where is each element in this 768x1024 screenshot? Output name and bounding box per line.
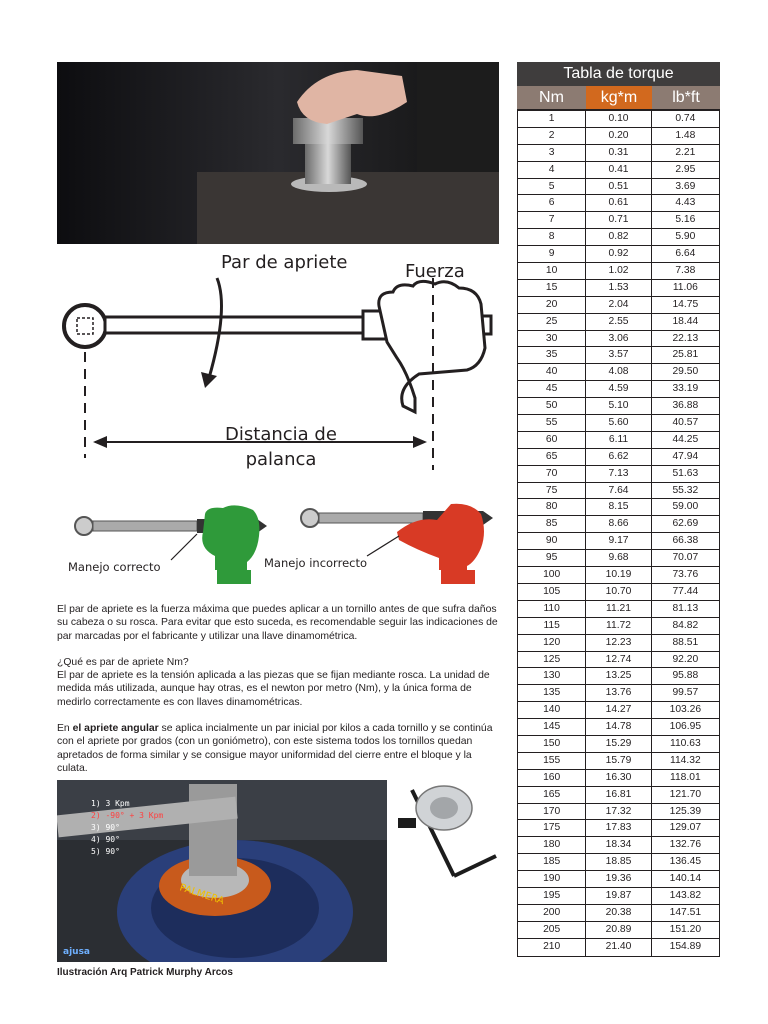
cell-nm: 70 [518,466,586,482]
table-row [518,668,719,685]
cell-kgm: 1.02 [586,263,651,279]
cell-kgm: 4.59 [586,381,651,397]
cell-lbft: 1.48 [675,129,696,141]
cell-nm: 195 [518,888,586,904]
cell-kgm: 15.29 [586,736,651,752]
cell-kgm: 6.62 [586,449,651,465]
table-row [518,516,719,533]
definition-paragraph [57,656,503,709]
cell-nm: 90 [518,533,586,549]
angular-term: el apriete angular [72,723,159,735]
table-row [518,888,719,905]
cell-nm: 110 [518,601,586,617]
correct-hand-icon [202,505,259,570]
cell-nm: 4 [518,162,586,178]
cell-nm: 205 [518,922,586,938]
table-row [518,922,719,939]
table-row [518,601,719,618]
image-caption: Ilustración Arq Patrick Murphy Arcos [57,967,233,978]
force-label: Fuerza [405,261,465,282]
distance-label-1: Distancia de [225,424,337,445]
cell-kgm: 10.19 [586,567,651,583]
cell-kgm: 1.53 [586,280,651,296]
cell-nm: 8 [518,229,586,245]
angle-gauge-icon [392,780,500,884]
table-row [518,195,719,212]
question-line: ¿Qué es par de apriete Nm? [57,656,189,668]
cell-nm: 85 [518,516,586,532]
cell-lbft: 5.90 [675,231,696,243]
cell-lbft: 62.69 [672,518,699,530]
header-nm: Nm [539,89,564,106]
cell-lbft: 118.01 [669,771,701,783]
cell-lbft: 88.51 [672,636,699,648]
table-row [518,871,719,888]
cell-lbft: 143.82 [669,889,702,901]
ajusa-logo: ajusa [63,947,90,957]
header-lbft: lb*ft [672,89,700,106]
cell-nm: 190 [518,871,586,887]
cell-kgm: 12.74 [586,652,651,668]
cell-nm: 30 [518,331,586,347]
table-row [518,162,719,179]
wrench-handle [105,317,363,333]
table-header [517,86,720,109]
cell-nm: 130 [518,668,586,684]
cell-nm: 165 [518,787,586,803]
table-row [518,297,719,314]
table-row [518,719,719,736]
table-row [518,449,719,466]
cell-nm: 180 [518,837,586,853]
table-row [518,905,719,922]
cell-lbft: 95.88 [672,670,699,682]
cell-nm: 35 [518,347,586,363]
cell-lbft: 77.44 [672,585,699,597]
cell-kgm: 0.82 [586,229,651,245]
cell-nm: 105 [518,584,586,600]
cell-nm: 145 [518,719,586,735]
cell-lbft: 70.07 [672,552,699,564]
cell-kgm: 12.23 [586,635,651,651]
cell-kgm: 18.34 [586,837,651,853]
cell-kgm: 7.64 [586,483,651,499]
angular-tightening-photo [57,780,387,962]
cell-kgm: 6.11 [586,432,651,448]
table-row [518,702,719,719]
table-row [518,770,719,787]
table-row [518,787,719,804]
cell-kgm: 0.10 [586,111,651,127]
step-4: 4) 90° [91,835,120,844]
cell-kgm: 2.04 [586,297,651,313]
header-kgm: kg*m [586,86,652,109]
cell-lbft: 33.19 [672,383,699,395]
cell-nm: 65 [518,449,586,465]
cell-lbft: 154.89 [669,940,702,952]
cell-lbft: 14.75 [672,298,699,310]
cell-lbft: 29.50 [672,366,699,378]
cell-kgm: 19.36 [586,871,651,887]
table-row [518,939,719,956]
cell-kgm: 5.60 [586,415,651,431]
table-row [518,635,719,652]
cell-kgm: 8.15 [586,499,651,515]
distance-label-2: palanca [245,449,317,470]
table-row [518,415,719,432]
cell-kgm: 17.32 [586,804,651,820]
gauge-brand: PALMERA [178,882,226,908]
cell-nm: 120 [518,635,586,651]
cell-lbft: 11.06 [672,281,698,293]
cell-kgm: 2.55 [586,314,651,330]
cell-kgm: 3.06 [586,331,651,347]
cell-lbft: 114.32 [669,754,701,766]
cell-nm: 50 [518,398,586,414]
correct-label: Manejo correcto [68,560,161,574]
cell-nm: 60 [518,432,586,448]
table-row [518,381,719,398]
cell-kgm: 0.61 [586,195,651,211]
cell-kgm: 10.70 [586,584,651,600]
table-row [518,179,719,196]
cell-lbft: 40.57 [672,417,699,429]
cell-lbft: 55.32 [672,484,699,496]
cell-kgm: 20.89 [586,922,651,938]
cell-kgm: 7.13 [586,466,651,482]
cell-kgm: 19.87 [586,888,651,904]
cell-kgm: 14.78 [586,719,651,735]
table-row [518,364,719,381]
table-row [518,111,719,128]
table-row [518,753,719,770]
table-row [518,736,719,753]
cell-lbft: 4.43 [675,197,696,209]
table-row [518,145,719,162]
torque-lever-diagram [57,248,499,476]
table-row [518,618,719,635]
cell-kgm: 4.08 [586,364,651,380]
cell-kgm: 0.41 [586,162,651,178]
angular-prefix: En [57,723,73,735]
cell-lbft: 106.95 [669,721,702,733]
cell-nm: 80 [518,499,586,515]
table-row [518,550,719,567]
cell-nm: 2 [518,128,586,144]
cell-lbft: 81.13 [672,602,699,614]
fist-icon [379,281,485,412]
cell-nm: 150 [518,736,586,752]
cell-nm: 20 [518,297,586,313]
cell-kgm: 9.17 [586,533,651,549]
cell-kgm: 0.31 [586,145,651,161]
cell-nm: 95 [518,550,586,566]
cell-nm: 5 [518,179,586,195]
table-row [518,280,719,297]
cell-lbft: 103.26 [669,704,702,716]
cell-kgm: 13.25 [586,668,651,684]
cell-lbft: 84.82 [672,619,699,631]
wrench-head [64,305,106,347]
cell-kgm: 16.30 [586,770,651,786]
step-2: 2) -90° + 3 Kpm [91,811,164,820]
cell-nm: 175 [518,820,586,836]
cell-nm: 185 [518,854,586,870]
cell-lbft: 47.94 [672,450,699,462]
cell-nm: 160 [518,770,586,786]
incorrect-label: Manejo incorrecto [264,556,368,570]
cell-lbft: 140.14 [669,873,702,885]
cell-lbft: 51.63 [672,467,699,479]
handling-diagram [57,492,499,592]
step-1: 1) 3 Kpm [91,799,130,808]
cell-lbft: 59.00 [672,501,699,513]
cell-nm: 140 [518,702,586,718]
cell-kgm: 5.10 [586,398,651,414]
cell-lbft: 22.13 [672,332,699,344]
cell-lbft: 2.95 [675,163,696,175]
cell-lbft: 147.51 [669,906,702,918]
table-row [518,432,719,449]
cell-kgm: 11.21 [586,601,651,617]
intro-paragraph: El par de apriete es la fuerza máxima que puedes aplicar a un tornillo antes de que sufra daños su cabeza o su rosca. Para evitar que esto suceda, es recomendable seguir las indicaciones de par marcadas por el fabricante y utilizar una llave dinamométrica. [57,604,498,642]
angular-rest: se aplica incialmente un par inicial por kilos a cada tornillo y se continúa con el apriete por grados (con un goniómetro), con este sistema todos los tornillos quedan apretados de forma similar y se consigue mayor uniformidad del cierre entre el bloque y la culata. [57,723,493,774]
cell-lbft: 7.38 [675,265,696,277]
table-row [518,263,719,280]
cell-nm: 6 [518,195,586,211]
table-body [517,109,720,957]
cell-lbft: 129.07 [669,822,702,834]
torque-label: Par de apriete [221,252,348,273]
table-row [518,652,719,669]
cell-nm: 155 [518,753,586,769]
table-row [518,314,719,331]
cell-nm: 9 [518,246,586,262]
article-text [57,603,503,788]
step-5: 5) 90° [91,847,120,856]
table-row [518,466,719,483]
cell-nm: 115 [518,618,586,634]
cell-kgm: 13.76 [586,685,651,701]
cell-lbft: 44.25 [672,433,699,445]
cell-nm: 10 [518,263,586,279]
cell-nm: 125 [518,652,586,668]
cell-nm: 3 [518,145,586,161]
cell-lbft: 99.57 [672,687,699,699]
cell-kgm: 17.83 [586,820,651,836]
cell-nm: 200 [518,905,586,921]
cell-kgm: 9.68 [586,550,651,566]
table-row [518,820,719,837]
cell-nm: 1 [518,111,586,127]
cell-lbft: 2.21 [675,146,696,158]
cell-kgm: 0.71 [586,212,651,228]
table-title: Tabla de torque [517,62,720,86]
table-row [518,584,719,601]
table-row [518,128,719,145]
cell-lbft: 121.70 [669,788,702,800]
table-row [518,398,719,415]
table-row [518,212,719,229]
cell-kgm: 21.40 [586,939,651,956]
cell-nm: 25 [518,314,586,330]
cell-lbft: 6.64 [675,248,696,260]
cell-lbft: 110.63 [669,737,701,749]
table-row [518,347,719,364]
cell-kgm: 3.57 [586,347,651,363]
cell-lbft: 5.16 [675,214,696,226]
cell-nm: 170 [518,804,586,820]
cell-lbft: 132.76 [669,839,702,851]
bolt-photo [57,62,499,244]
cell-kgm: 16.81 [586,787,651,803]
table-row [518,837,719,854]
cell-lbft: 92.20 [672,653,699,665]
table-row [518,685,719,702]
cell-lbft: 73.76 [672,569,699,581]
cell-nm: 75 [518,483,586,499]
cell-nm: 45 [518,381,586,397]
cell-kgm: 0.51 [586,179,651,195]
cell-kgm: 0.20 [586,128,651,144]
cell-nm: 100 [518,567,586,583]
cell-kgm: 15.79 [586,753,651,769]
angular-paragraph [57,722,503,775]
cell-kgm: 0.92 [586,246,651,262]
cell-lbft: 3.69 [675,180,696,192]
definition-text: El par de apriete es la tensión aplicada a las piezas que se fijan mediante rosca. La unidad de medida más utilizada, aunque hay otras, es el newton por metro (Nm), y la única forma de medirlo correctamente es con llaves dinamométricas. [57,670,490,708]
cell-kgm: 8.66 [586,516,651,532]
table-row [518,246,719,263]
cell-kgm: 14.27 [586,702,651,718]
table-row [518,533,719,550]
table-row [518,804,719,821]
cell-lbft: 0.74 [675,113,696,124]
cell-lbft: 66.38 [672,535,699,547]
step-3: 3) 90° [91,823,120,832]
table-row [518,229,719,246]
cell-lbft: 125.39 [669,805,702,817]
cell-kgm: 18.85 [586,854,651,870]
cell-kgm: 20.38 [586,905,651,921]
table-row [518,499,719,516]
cell-kgm: 11.72 [586,618,651,634]
table-row [518,331,719,348]
cell-nm: 55 [518,415,586,431]
cell-nm: 7 [518,212,586,228]
cell-lbft: 151.20 [669,923,702,935]
cell-nm: 210 [518,939,586,956]
cell-lbft: 136.45 [669,856,702,868]
torque-table [517,62,720,957]
cell-lbft: 25.81 [672,349,699,361]
cell-lbft: 18.44 [672,315,699,327]
cell-nm: 135 [518,685,586,701]
cell-nm: 15 [518,280,586,296]
cell-lbft: 36.88 [672,400,699,412]
table-row [518,483,719,500]
table-row [518,567,719,584]
table-row [518,854,719,871]
cell-nm: 40 [518,364,586,380]
